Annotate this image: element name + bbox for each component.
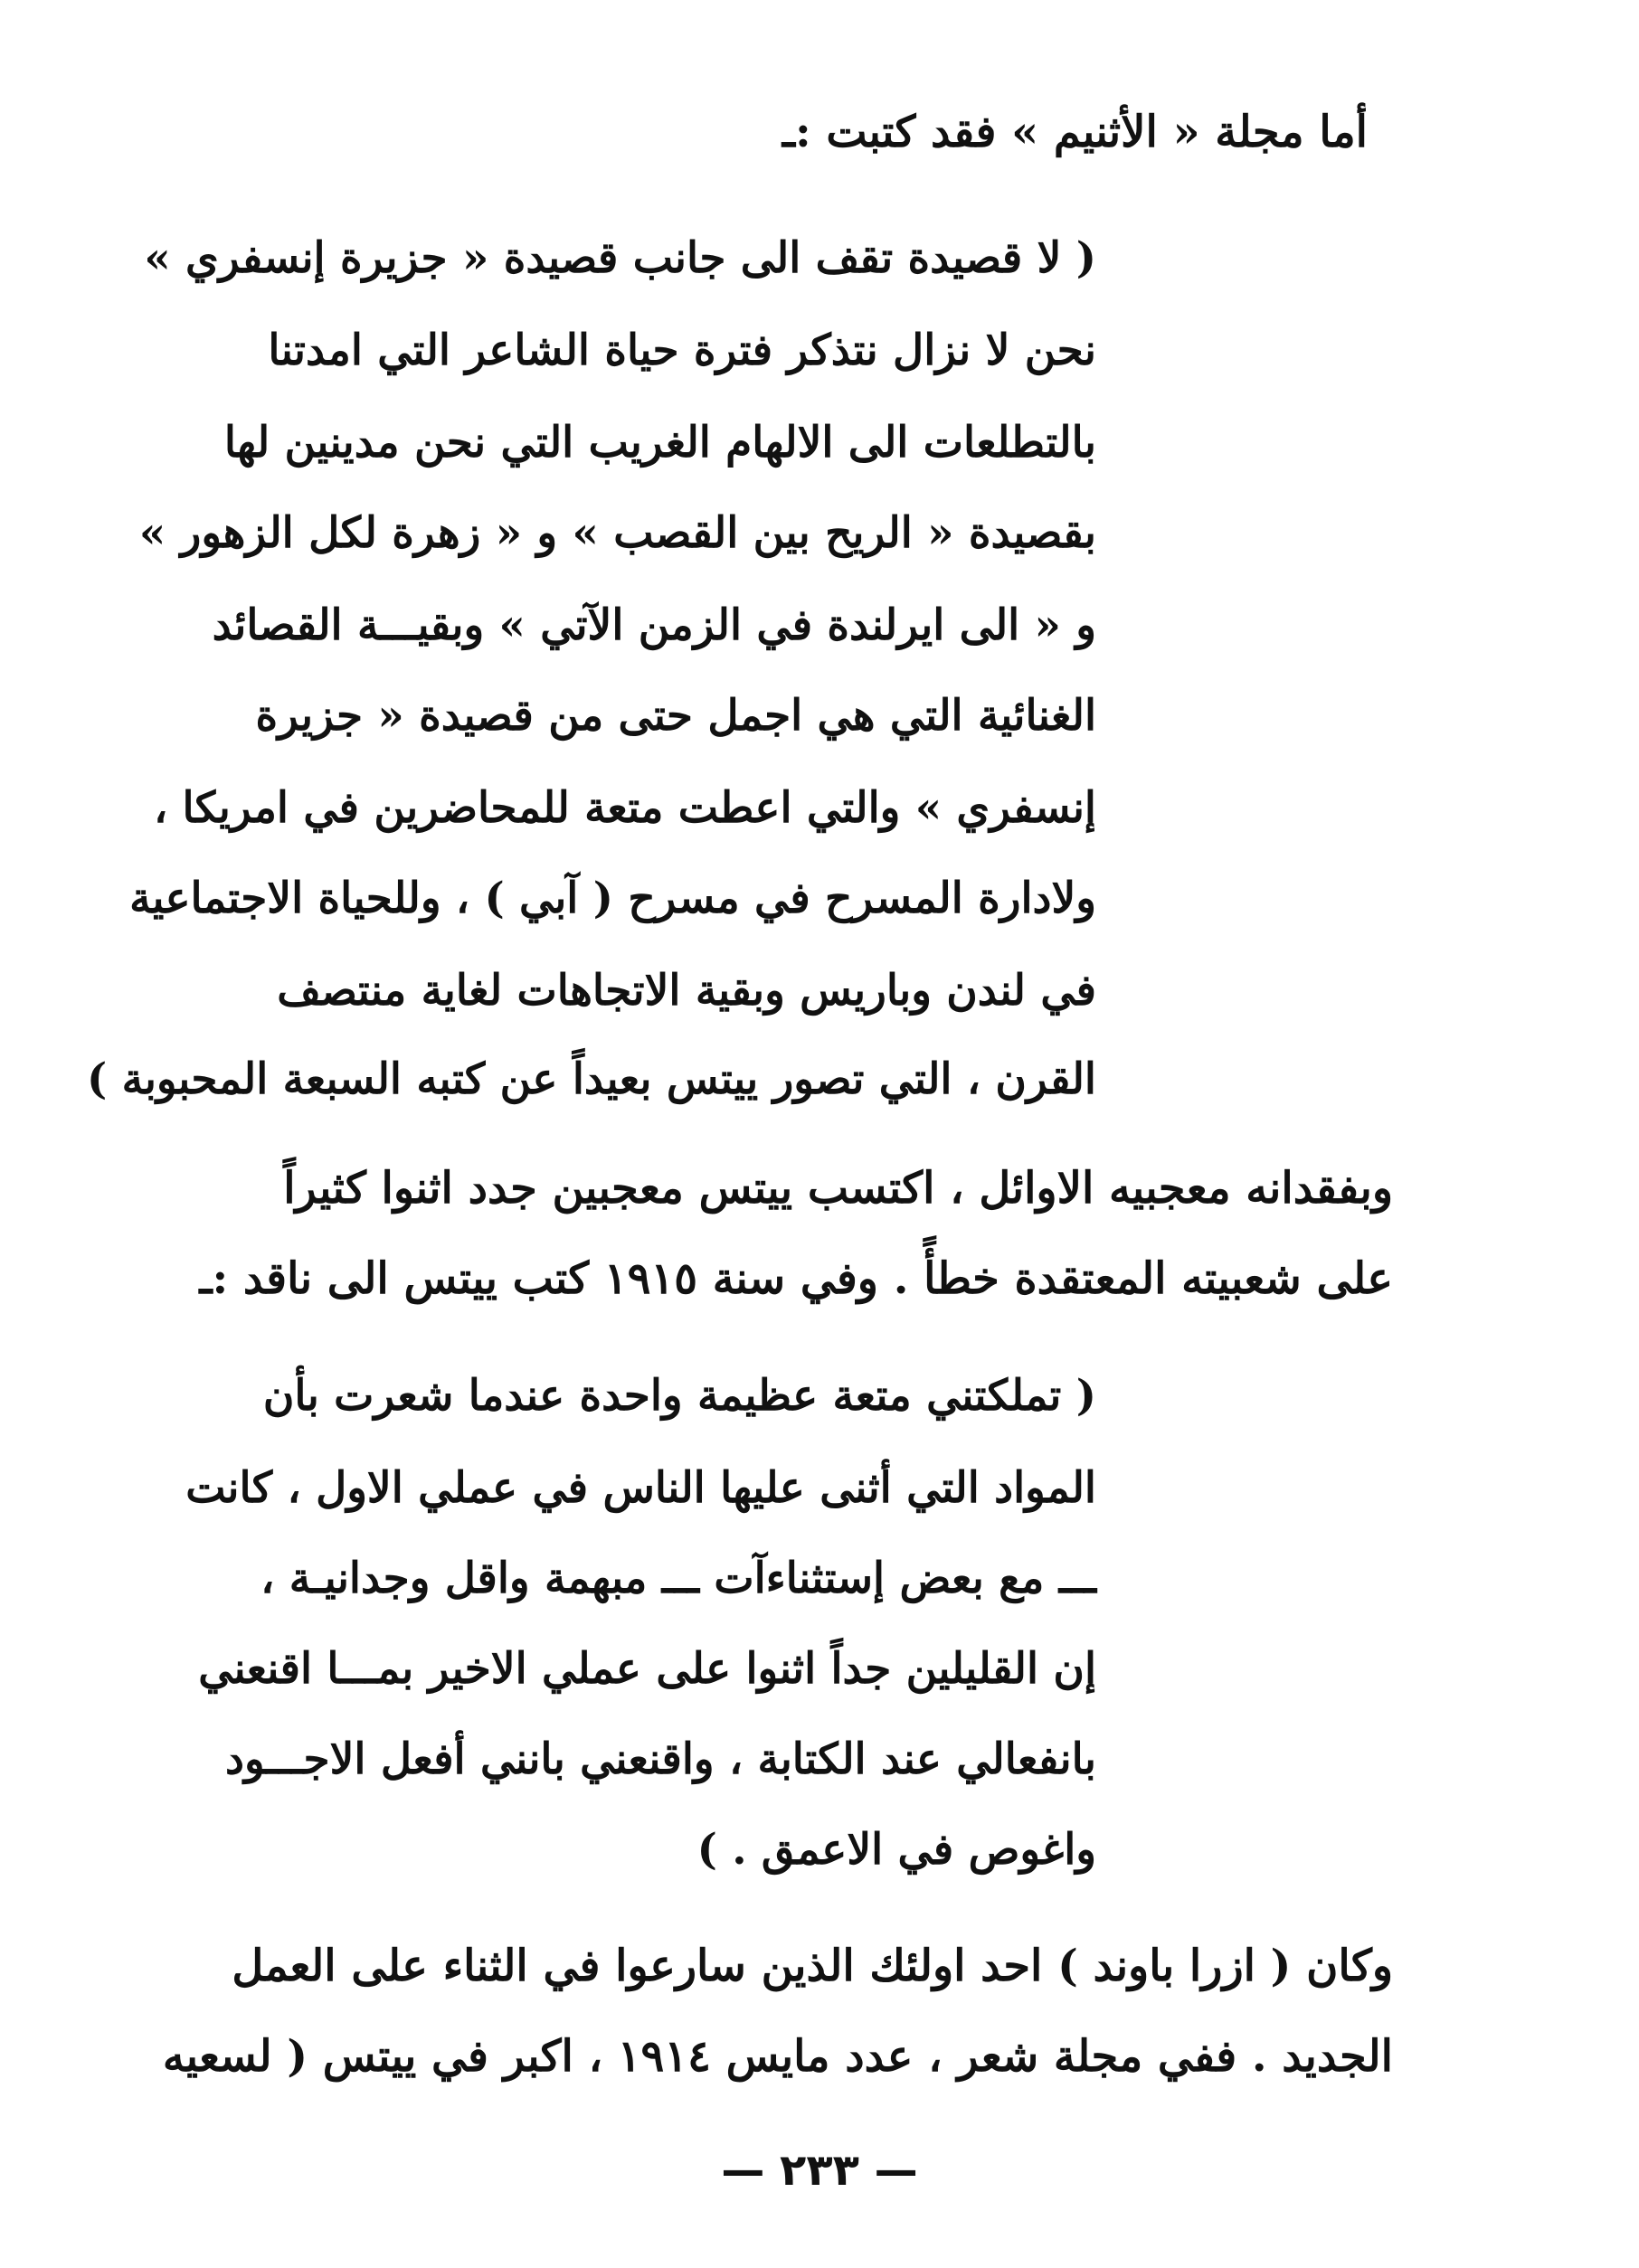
quote1-line: إنسفري » والتي اعطت متعة للمحاضرين في امريكا ،: [153, 783, 1096, 833]
quote1-line: ولادارة المسرح في مسرح ( آبي ) ، وللحياة الاجتماعية: [129, 874, 1096, 923]
quote2-line: واغوص في الاعمق . ): [696, 1825, 1096, 1875]
quote2-line: المواد التي أثنى عليها الناس في عملي الاول ، كانت: [185, 1463, 1096, 1513]
intro-line: أما مجلة « الأثنيم » فقد كتبت :ـ: [782, 107, 1368, 157]
quote1-line: في لندن وباريس وبقية الاتجاهات لغاية منتصف: [277, 966, 1096, 1016]
quote2-line: ـــ مع بعض إستثناءآت ـــ مبهمة واقل وجدانيـة ،: [261, 1554, 1096, 1603]
quote2-line: ( تملكتني متعة عظيمة واحدة عندما شعرت بأن: [262, 1371, 1096, 1421]
paragraph-line: الجديد . ففي مجلة شعر ، عدد مايس ١٩١٤ ، اكبر في ييتس ( لسعيه: [162, 2031, 1393, 2082]
page-number: — ٢٣٣ —: [721, 2145, 918, 2196]
quote1-line: بقصيدة « الريح بين القصب » و « زهرة لكل الزهور »: [138, 508, 1096, 558]
quote1-line: بالتطلعات الى الالهام الغريب التي نحن مدينين لها: [223, 418, 1096, 468]
quote1-line: القرن ، التي تصور ييتس بعيداً عن كتبه السبعة المحبوبة ): [87, 1054, 1096, 1104]
quote2-line: إن القليلين جداً اثنوا على عملي الاخير بمـــا اقنعني: [198, 1644, 1096, 1694]
quote1-line: الغنائية التي هي اجمل حتى من قصيدة « جزيرة: [255, 691, 1096, 741]
paragraph-line: وكان ( ازرا باوند ) احد اولئك الذين سارعوا في الثناء على العمل: [232, 1941, 1393, 1991]
quote2-line: بانفعالي عند الكتابة ، واقنعني بانني أفعل الاجـــود: [225, 1734, 1096, 1784]
paragraph-line: وبفقدانه معجبيه الاوائل ، اكتسب ييتس معجبين جدد اثنوا كثيراً: [283, 1163, 1393, 1214]
paragraph-line: على شعبيته المعتقدة خطأً . وفي سنة ١٩١٥ كتب ييتس الى ناقد :ـ: [199, 1253, 1393, 1304]
quote1-line: و « الى ايرلندة في الزمن الآتي » وبقيـــة القصائد: [212, 600, 1096, 650]
quote1-line: نحن لا نزال نتذكر فترة حياة الشاعر التي امدتنا: [268, 326, 1096, 375]
quote1-line: ( لا قصيدة تقف الى جانب قصيدة « جزيرة إنسفري »: [144, 233, 1096, 283]
